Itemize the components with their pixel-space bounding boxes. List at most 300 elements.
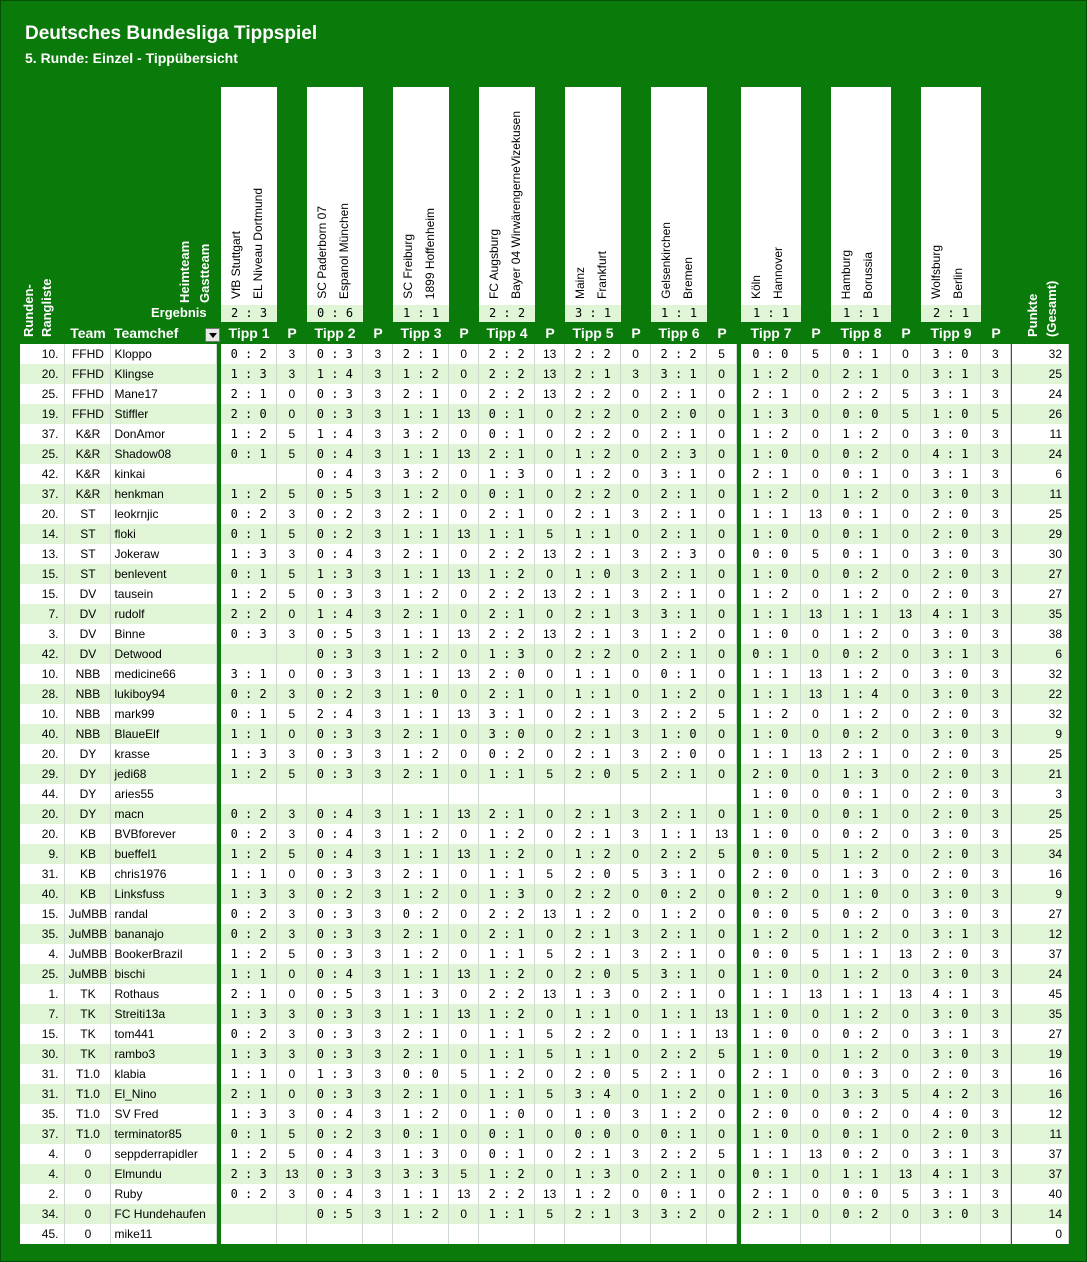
points-cell: 3 xyxy=(363,984,393,1004)
points-cell: 0 xyxy=(621,1024,651,1044)
teamchef-cell: BVBforever xyxy=(111,824,217,844)
tipp-cell: 1 : 1 xyxy=(651,824,707,844)
points-cell: 0 xyxy=(890,484,920,504)
points-cell: 0 xyxy=(449,864,479,884)
points-cell: 0 xyxy=(707,404,737,424)
total-points-cell: 25 xyxy=(1012,824,1068,844)
points-cell: 0 xyxy=(801,624,831,644)
points-cell: 0 xyxy=(535,604,565,624)
points-cell: 0 xyxy=(890,844,920,864)
tipp-cell: 2 : 1 xyxy=(565,1204,621,1224)
tipp-cell: 3 : 0 xyxy=(920,904,980,924)
points-cell: 3 xyxy=(363,524,393,544)
tipp-cell: 1 : 3 xyxy=(221,1104,277,1124)
total-points-cell: 19 xyxy=(1012,1044,1068,1064)
tipp-column-header-5: Tipp 5 xyxy=(572,325,614,341)
points-cell: 3 xyxy=(363,684,393,704)
points-cell: 0 xyxy=(890,1104,920,1124)
rank-cell: 37. xyxy=(20,424,65,444)
points-cell: 0 xyxy=(890,524,920,544)
points-cell: 3 xyxy=(277,904,307,924)
match-result-9: 2 : 1 xyxy=(921,305,981,322)
table-row xyxy=(20,884,1069,904)
tipp-cell: 1 : 3 xyxy=(221,744,277,764)
total-points-cell: 24 xyxy=(1012,964,1068,984)
points-cell xyxy=(621,784,651,804)
tipp-cell: 0 : 1 xyxy=(651,1124,707,1144)
table-row xyxy=(20,584,1069,604)
tipp-cell: 2 : 3 xyxy=(651,444,707,464)
points-cell: 5 xyxy=(890,384,920,404)
points-cell: 0 xyxy=(707,504,737,524)
total-points-cell: 12 xyxy=(1012,924,1068,944)
points-cell: 3 xyxy=(363,804,393,824)
points-cell: 3 xyxy=(363,1124,393,1144)
total-points-cell: 35 xyxy=(1012,1004,1068,1024)
tipp-cell: 1 : 1 xyxy=(221,864,277,884)
points-cell: 0 xyxy=(621,464,651,484)
table-row xyxy=(20,1184,1069,1204)
tipp-cell: 2 : 1 xyxy=(393,724,449,744)
points-cell: 3 xyxy=(363,764,393,784)
points-cell: 3 xyxy=(621,944,651,964)
table-row xyxy=(20,444,1069,464)
points-column-header-9: P xyxy=(991,325,1001,341)
points-cell: 13 xyxy=(535,364,565,384)
teamchef-cell: floki xyxy=(111,524,217,544)
tipp-cell: 1 : 0 xyxy=(479,1104,535,1124)
tipp-cell: 1 : 2 xyxy=(741,424,801,444)
tipp-cell: 0 : 4 xyxy=(307,844,363,864)
team-cell: KB xyxy=(65,864,111,884)
table-row xyxy=(20,744,1069,764)
tipp-cell xyxy=(307,1224,363,1244)
tipp-cell: 1 : 1 xyxy=(830,604,890,624)
tipp-cell: 2 : 1 xyxy=(565,544,621,564)
tipp-cell: 2 : 2 xyxy=(479,904,535,924)
tipp-cell: 1 : 2 xyxy=(651,904,707,924)
tipp-cell: 0 : 2 xyxy=(307,884,363,904)
points-column-header-8: P xyxy=(901,325,911,341)
points-cell: 0 xyxy=(890,464,920,484)
points-cell: 3 xyxy=(363,1184,393,1204)
table-row xyxy=(20,1064,1069,1084)
points-cell: 5 xyxy=(535,1044,565,1064)
points-column-header-3: P xyxy=(459,325,469,341)
tipp-cell: 3 : 1 xyxy=(651,464,707,484)
tipp-cell: 1 : 3 xyxy=(307,1064,363,1084)
points-cell: 3 xyxy=(980,424,1010,444)
tipp-cell: 1 : 2 xyxy=(393,1204,449,1224)
points-cell: 13 xyxy=(707,1024,737,1044)
table-row xyxy=(20,984,1069,1004)
table-row xyxy=(20,484,1069,504)
points-cell: 0 xyxy=(535,1144,565,1164)
teamchef-cell: Kloppo xyxy=(111,344,217,364)
points-cell: 3 xyxy=(363,1024,393,1044)
team-cell: DV xyxy=(65,584,111,604)
teamchef-cell: tom441 xyxy=(111,1024,217,1044)
tipp-cell: 1 : 1 xyxy=(479,1024,535,1044)
points-cell: 13 xyxy=(535,624,565,644)
points-cell: 0 xyxy=(707,424,737,444)
tipp-cell: 1 : 0 xyxy=(741,824,801,844)
tipp-cell: 0 : 3 xyxy=(307,1024,363,1044)
team-cell: T1.0 xyxy=(65,1124,111,1144)
away-team-label: Bremen xyxy=(681,256,695,299)
tipp-cell: 2 : 1 xyxy=(741,464,801,484)
tipp-cell: 3 : 0 xyxy=(920,484,980,504)
points-cell: 13 xyxy=(890,1164,920,1184)
points-cell: 3 xyxy=(980,1184,1010,1204)
points-cell: 0 xyxy=(535,464,565,484)
tipp-cell: 3 : 0 xyxy=(920,664,980,684)
points-cell: 0 xyxy=(449,1124,479,1144)
tipp-cell: 2 : 2 xyxy=(830,384,890,404)
tipp-cell xyxy=(393,784,449,804)
tipp-cell: 1 : 3 xyxy=(830,864,890,884)
points-cell: 3 xyxy=(277,1184,307,1204)
teamchef-cell: rudolf xyxy=(111,604,217,624)
points-cell xyxy=(707,1224,737,1244)
rank-cell: 25. xyxy=(20,384,65,404)
tipp-cell: 2 : 2 xyxy=(479,344,535,364)
points-cell: 5 xyxy=(890,1184,920,1204)
team-cell: KB xyxy=(65,844,111,864)
tipp-cell: 1 : 0 xyxy=(651,724,707,744)
tipp-cell: 0 : 3 xyxy=(307,1084,363,1104)
match-header-1 xyxy=(221,87,277,305)
points-cell: 3 xyxy=(980,644,1010,664)
tipp-cell: 2 : 1 xyxy=(651,1064,707,1084)
filter-dropdown-button[interactable] xyxy=(205,328,220,342)
points-cell: 0 xyxy=(801,384,831,404)
points-cell: 0 xyxy=(621,1044,651,1064)
points-cell: 0 xyxy=(890,724,920,744)
tipp-cell: 1 : 2 xyxy=(565,444,621,464)
tipp-cell: 0 : 2 xyxy=(221,1024,277,1044)
points-cell: 13 xyxy=(801,984,831,1004)
total-points-cell: 11 xyxy=(1012,1124,1068,1144)
tipp-cell: 1 : 3 xyxy=(393,984,449,1004)
tipp-cell: 2 : 2 xyxy=(479,984,535,1004)
match-result-5: 3 : 1 xyxy=(565,305,621,322)
tipp-cell: 0 : 2 xyxy=(221,904,277,924)
tipp-cell: 2 : 1 xyxy=(565,1144,621,1164)
tipp-cell: 0 : 3 xyxy=(307,764,363,784)
total-points-cell: 29 xyxy=(1012,524,1068,544)
tipp-cell: 1 : 3 xyxy=(221,1044,277,1064)
team-cell: FFHD xyxy=(65,404,111,424)
tipp-cell: 2 : 2 xyxy=(479,544,535,564)
points-cell: 3 xyxy=(363,924,393,944)
table-row xyxy=(20,464,1069,484)
tipp-cell: 1 : 1 xyxy=(393,404,449,424)
team-cell: DY xyxy=(65,784,111,804)
tipp-cell: 1 : 2 xyxy=(479,1004,535,1024)
away-team-label: EL Niveau Dortmund xyxy=(251,188,265,299)
match-result-4: 2 : 2 xyxy=(479,305,535,322)
points-cell: 0 xyxy=(707,1204,737,1224)
tipp-cell: 2 : 1 xyxy=(651,384,707,404)
rank-cell: 4. xyxy=(20,1144,65,1164)
tipp-cell: 0 : 2 xyxy=(830,1144,890,1164)
tipp-cell: 1 : 3 xyxy=(221,544,277,564)
tipp-cell: 2 : 1 xyxy=(565,504,621,524)
tipp-cell: 3 : 1 xyxy=(920,1144,980,1164)
points-cell: 0 xyxy=(801,804,831,824)
points-cell: 5 xyxy=(707,1044,737,1064)
points-cell: 3 xyxy=(363,404,393,424)
points-cell: 13 xyxy=(890,944,920,964)
tipp-cell: 1 : 1 xyxy=(393,664,449,684)
points-cell: 5 xyxy=(277,444,307,464)
points-cell: 0 xyxy=(707,364,737,384)
total-points-cell: 37 xyxy=(1012,1164,1068,1184)
tipp-cell: 0 : 4 xyxy=(307,464,363,484)
table-row xyxy=(20,1024,1069,1044)
tipp-cell: 1 : 2 xyxy=(741,484,801,504)
tipp-cell xyxy=(221,1204,277,1224)
tipp-cell: 2 : 2 xyxy=(651,1044,707,1064)
tipp-cell: 0 : 2 xyxy=(221,684,277,704)
total-points-cell: 32 xyxy=(1012,664,1068,684)
points-cell: 0 xyxy=(801,1104,831,1124)
tipp-cell: 1 : 1 xyxy=(830,944,890,964)
tipp-cell: 0 : 3 xyxy=(307,644,363,664)
tipp-cell: 1 : 0 xyxy=(741,524,801,544)
points-cell: 0 xyxy=(890,744,920,764)
tipp-cell: 0 : 4 xyxy=(307,1104,363,1124)
points-cell: 0 xyxy=(535,824,565,844)
total-points-cell: 25 xyxy=(1012,744,1068,764)
points-cell: 0 xyxy=(449,344,479,364)
points-cell: 3 xyxy=(621,564,651,584)
team-cell: DV xyxy=(65,624,111,644)
points-cell: 13 xyxy=(277,1164,307,1184)
points-cell: 5 xyxy=(535,1024,565,1044)
total-points-cell: 26 xyxy=(1012,404,1068,424)
points-cell: 3 xyxy=(621,624,651,644)
tipp-cell: 0 : 5 xyxy=(307,1204,363,1224)
total-points-cell: 27 xyxy=(1012,584,1068,604)
tipp-cell: 1 : 4 xyxy=(830,684,890,704)
table-row xyxy=(20,344,1069,364)
tipp-cell: 3 : 1 xyxy=(920,1024,980,1044)
points-cell: 0 xyxy=(449,1084,479,1104)
tipp-cell: 2 : 1 xyxy=(565,584,621,604)
tipp-cell: 2 : 3 xyxy=(221,1164,277,1184)
teamchef-cell: terminator85 xyxy=(111,1124,217,1144)
points-cell: 0 xyxy=(707,864,737,884)
team-cell: FFHD xyxy=(65,384,111,404)
points-cell: 0 xyxy=(801,464,831,484)
points-cell: 3 xyxy=(277,1044,307,1064)
team-cell: KB xyxy=(65,824,111,844)
rank-cell: 15. xyxy=(20,564,65,584)
team-cell: JuMBB xyxy=(65,904,111,924)
tipp-cell: 2 : 1 xyxy=(741,1064,801,1084)
points-cell: 3 xyxy=(980,564,1010,584)
tipp-cell: 1 : 1 xyxy=(741,664,801,684)
team-cell: ST xyxy=(65,564,111,584)
rank-cell: 45. xyxy=(20,1224,65,1244)
team-cell: TK xyxy=(65,1004,111,1024)
team-cell: NBB xyxy=(65,664,111,684)
teamchef-cell: seppderrapidler xyxy=(111,1144,217,1164)
tipp-cell: 1 : 2 xyxy=(830,964,890,984)
total-points-cell: 34 xyxy=(1012,844,1068,864)
points-cell: 0 xyxy=(890,504,920,524)
points-cell: 0 xyxy=(621,1124,651,1144)
home-team-label: FC Augsburg xyxy=(487,228,501,299)
tipp-cell: 3 : 1 xyxy=(920,384,980,404)
points-cell: 3 xyxy=(277,624,307,644)
teamchef-cell: Ruby xyxy=(111,1184,217,1204)
tipp-cell: 2 : 1 xyxy=(565,724,621,744)
team-cell: JuMBB xyxy=(65,944,111,964)
team-cell: TK xyxy=(65,984,111,1004)
tipp-cell: 1 : 2 xyxy=(479,824,535,844)
points-cell: 3 xyxy=(980,484,1010,504)
points-cell: 0 xyxy=(801,644,831,664)
tipp-cell: 0 : 3 xyxy=(307,744,363,764)
points-cell: 0 xyxy=(707,384,737,404)
tipp-cell: 0 : 3 xyxy=(307,944,363,964)
points-cell: 3 xyxy=(363,944,393,964)
tipp-cell: 1 : 1 xyxy=(479,1084,535,1104)
tipp-cell: 0 : 0 xyxy=(393,1064,449,1084)
team-cell: FFHD xyxy=(65,344,111,364)
points-cell: 0 xyxy=(277,964,307,984)
points-cell: 0 xyxy=(707,1064,737,1084)
tipp-cell: 3 : 0 xyxy=(920,884,980,904)
table-row xyxy=(20,764,1069,784)
points-cell: 5 xyxy=(621,864,651,884)
tipp-cell: 1 : 1 xyxy=(565,664,621,684)
tipp-cell: 1 : 1 xyxy=(565,1044,621,1064)
team-cell: K&R xyxy=(65,484,111,504)
points-cell: 0 xyxy=(621,844,651,864)
rank-cell: 40. xyxy=(20,724,65,744)
points-cell: 0 xyxy=(890,584,920,604)
teamchef-cell: krasse xyxy=(111,744,217,764)
tipp-cell: 1 : 1 xyxy=(393,444,449,464)
points-cell: 3 xyxy=(621,504,651,524)
tipp-cell: 2 : 1 xyxy=(651,804,707,824)
total-points-cell: 27 xyxy=(1012,564,1068,584)
points-cell: 3 xyxy=(621,364,651,384)
match-result-6: 1 : 1 xyxy=(651,305,707,322)
points-cell: 3 xyxy=(980,1144,1010,1164)
rank-cell: 3. xyxy=(20,624,65,644)
teamchef-cell: Stiffler xyxy=(111,404,217,424)
tipp-cell: 2 : 2 xyxy=(565,884,621,904)
tipp-cell: 2 : 0 xyxy=(651,404,707,424)
points-cell: 3 xyxy=(621,744,651,764)
tipp-cell: 1 : 2 xyxy=(221,424,277,444)
tipp-cell: 2 : 0 xyxy=(920,1124,980,1144)
points-cell: 3 xyxy=(980,1024,1010,1044)
points-cell: 3 xyxy=(980,504,1010,524)
points-cell: 0 xyxy=(707,604,737,624)
tipp-cell: 1 : 2 xyxy=(393,584,449,604)
points-cell: 0 xyxy=(449,644,479,664)
tipp-cell: 1 : 0 xyxy=(393,684,449,704)
tipp-cell: 1 : 2 xyxy=(651,1104,707,1124)
tipp-cell: 3 : 1 xyxy=(651,964,707,984)
teamchef-cell: chris1976 xyxy=(111,864,217,884)
points-cell: 5 xyxy=(535,1204,565,1224)
match-header-3 xyxy=(393,87,449,305)
total-points-cell: 11 xyxy=(1012,424,1068,444)
tipp-cell: 1 : 2 xyxy=(651,624,707,644)
tipp-cell: 1 : 1 xyxy=(741,984,801,1004)
points-cell: 3 xyxy=(363,904,393,924)
points-cell: 5 xyxy=(277,844,307,864)
points-cell: 13 xyxy=(449,1004,479,1024)
match-header-4 xyxy=(479,87,535,305)
points-cell: 3 xyxy=(363,1204,393,1224)
teamchef-cell: Streiti13a xyxy=(111,1004,217,1024)
tipp-cell: 2 : 1 xyxy=(651,584,707,604)
tipp-cell: 2 : 1 xyxy=(393,604,449,624)
points-cell: 0 xyxy=(801,1184,831,1204)
points-cell: 3 xyxy=(980,704,1010,724)
points-cell: 3 xyxy=(980,1104,1010,1124)
points-cell: 13 xyxy=(801,744,831,764)
teamchef-cell: Binne xyxy=(111,624,217,644)
points-cell: 0 xyxy=(449,604,479,624)
points-cell: 0 xyxy=(801,1164,831,1184)
tipp-cell: 2 : 1 xyxy=(741,384,801,404)
rank-cell: 2. xyxy=(20,1184,65,1204)
points-cell: 0 xyxy=(707,884,737,904)
points-cell: 3 xyxy=(363,964,393,984)
points-cell: 0 xyxy=(449,464,479,484)
tipp-cell: 0 : 3 xyxy=(307,384,363,404)
tipp-column-header-8: Tipp 8 xyxy=(840,325,882,341)
points-cell: 0 xyxy=(449,484,479,504)
tipp-cell xyxy=(393,1224,449,1244)
tipp-cell: 1 : 0 xyxy=(741,1044,801,1064)
tipp-cell: 2 : 1 xyxy=(651,564,707,584)
tipp-cell: 0 : 3 xyxy=(307,924,363,944)
tipp-cell: 0 : 1 xyxy=(221,564,277,584)
points-cell: 3 xyxy=(363,484,393,504)
tipp-column-header-6: Tipp 6 xyxy=(658,325,700,341)
points-cell: 3 xyxy=(621,1204,651,1224)
points-cell: 0 xyxy=(801,864,831,884)
tipp-cell: 1 : 1 xyxy=(393,624,449,644)
tipp-cell: 2 : 1 xyxy=(565,824,621,844)
points-cell: 3 xyxy=(621,1144,651,1164)
tipp-cell: 4 : 1 xyxy=(920,444,980,464)
tipp-cell: 3 : 1 xyxy=(920,364,980,384)
teamchef-cell: Klingse xyxy=(111,364,217,384)
tipp-cell: 0 : 2 xyxy=(221,1184,277,1204)
points-cell: 0 xyxy=(801,1204,831,1224)
points-cell: 0 xyxy=(449,904,479,924)
rank-cell: 29. xyxy=(20,764,65,784)
teamchef-cell: Detwood xyxy=(111,644,217,664)
tipp-cell: 2 : 0 xyxy=(741,864,801,884)
tipp-cell: 2 : 1 xyxy=(221,384,277,404)
rank-cell: 14. xyxy=(20,524,65,544)
points-cell: 0 xyxy=(449,924,479,944)
match-result-8: 1 : 1 xyxy=(831,305,891,322)
tipp-cell: 1 : 1 xyxy=(741,684,801,704)
